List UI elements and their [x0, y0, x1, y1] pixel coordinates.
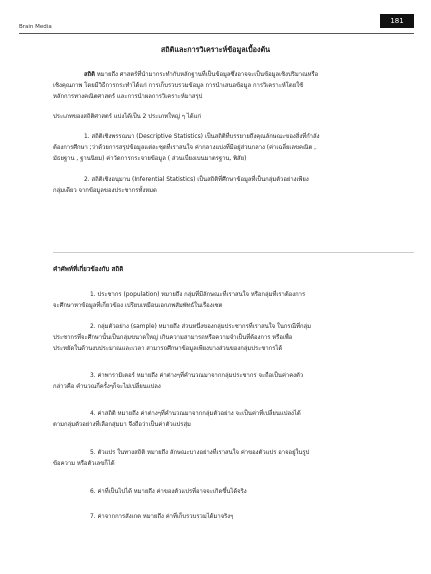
- page-title: สถิติและการวิเคราะห์ข้อมูลเบื้องต้น: [160, 45, 271, 54]
- intro-line-1-text: หมายถึง ศาสตร์ที่นำมากระทำกับหลักฐานที่เป็นข้อมูลซึ่งอาจจะเป็นข้อมูลเชิงปริมาณหรือ: [96, 72, 319, 78]
- section-heading: คำศัพท์ที่เกี่ยวข้องกับ สถิติ: [53, 266, 124, 273]
- term-4-line-2: ตามกลุ่มตัวอย่างที่เลือกสุ่มมา จึงถือว่าเป็นค่าตัวแปรสุ่ม: [53, 422, 191, 428]
- term-5-line-1: 5. ตัวแปร ในทางสถิติ หมายถึง ลักษณะบางอย่างที่เราสนใจ ค่าของตัวแปร อาจอยู่ในรูป: [90, 450, 310, 456]
- term-5-line-2: ข้อความ หรือตัวเลขก็ได้: [53, 461, 115, 467]
- page-number: 181: [390, 17, 404, 25]
- type-2-line-2: กลุ่มเดียว จากข้อมูลของประชากรทั้งหมด: [53, 188, 157, 194]
- intro-line-3: หลักการทางคณิตศาสตร์ และการนำผลการวิเคราะห์มาสรุป: [53, 94, 203, 100]
- intro-line-2: เชิงคุณภาพ โดยมีวิธีการกระทำได้แก่ การเก็บรวบรวมข้อมูล การนำเสนอข้อมูล การวิเคราะห์โดยใช้: [53, 83, 304, 89]
- term-2-line-1: 2. กลุ่มตัวอย่าง (sample) หมายถึง ส่วนหนึ่งของกลุ่มประชากรที่เราสนใจ ในกรณีที่กลุ่ม: [90, 324, 312, 330]
- term-3-line-2: กล่าวคือ คำนวณกี่ครั้งๆก็จะไม่เปลี่ยนแปลง: [53, 384, 161, 390]
- section-divider: [53, 252, 414, 253]
- term-4-line-1: 4. ค่าสถิติ หมายถึง ค่าต่างๆที่คำนวณมาจากกลุ่มตัวอย่าง จะเป็นค่าที่เปลี่ยนแปลงได้: [90, 411, 301, 417]
- term-2-line-2: ประชากรที่จะศึกษานั้นเป็นกลุ่มขนาดใหญ่ เกินความสามารถหรือความจำเป็นที่ต้องการ หรือเพื่อ: [53, 335, 293, 341]
- intro-term: สถิติ: [84, 72, 95, 78]
- term-7-line-1: 7. ค่าจากการสังเกต หมายถึง ค่าที่เก็บรวบรวมได้มาจริงๆ: [90, 514, 234, 520]
- brand-label: Brain Media: [19, 24, 52, 30]
- type-1-line-1: 1. สถิติเชิงพรรณนา (Descriptive Statistics) เป็นสถิติที่บรรยายถึงคุณลักษณะของสิ่งที่กำลัง: [84, 134, 320, 140]
- term-6-line-1: 6. ค่าที่เป็นไปได้ หมายถึง ค่าของตัวแปรที่อาจจะเกิดขึ้นได้จริง: [90, 489, 247, 495]
- intro-line-1: [84, 71, 318, 80]
- header-rule: [19, 33, 414, 34]
- page-number-badge: [380, 14, 414, 28]
- type-2-line-1: 2. สถิติเชิงอนุมาน (Inferential Statistics) เป็นสถิติที่ศึกษาข้อมูลที่เป็นกลุ่มตัวอย่างเพียง: [84, 177, 309, 183]
- type-1-line-3: มัธยฐาน , ฐานนิยม) ค่าวัดการกระจายข้อมูล ( ส่วนเบี่ยงเบนมาตรฐาน, พิสัย): [53, 156, 247, 162]
- term-3-line-1: 3. ค่าพารามิเตอร์ หมายถึง ค่าต่างๆที่คำนวณมาจากกลุ่มประชากร จะถือเป็นค่าคงตัว: [90, 373, 304, 379]
- type-1-line-2: ต้องการศึกษา ;ว่าด้วยการสรุปข้อมูลแต่ละชุดที่เราสนใจ ค่ากลางแบ่งที่มีอยู่ส่วนกลาง (ค่าเฉลี่ยเลขคณิต ,: [53, 145, 317, 151]
- types-intro: ประเภทของสถิติศาสตร์ แบ่งได้เป็น 2 ประเภทใหญ่ ๆ ได้แก่: [53, 114, 201, 120]
- term-1-line-1: 1. ประชากร (population) หมายถึง กลุ่มที่มีลักษณะที่เราสนใจ หรือกลุ่มที่เราต้องการ: [90, 292, 306, 298]
- term-1-line-2: จะศึกษาหาข้อมูลที่เกี่ยวข้อง เปรียบเหมือนเอกภพสัมพัทธ์ในเรื่องเซต: [53, 303, 223, 309]
- term-2-line-3: ประหยัดในด้านงบประมาณและเวลา สามารถศึกษาข้อมูลเพียงบางส่วนของกลุ่มประชากรได้: [53, 346, 283, 352]
